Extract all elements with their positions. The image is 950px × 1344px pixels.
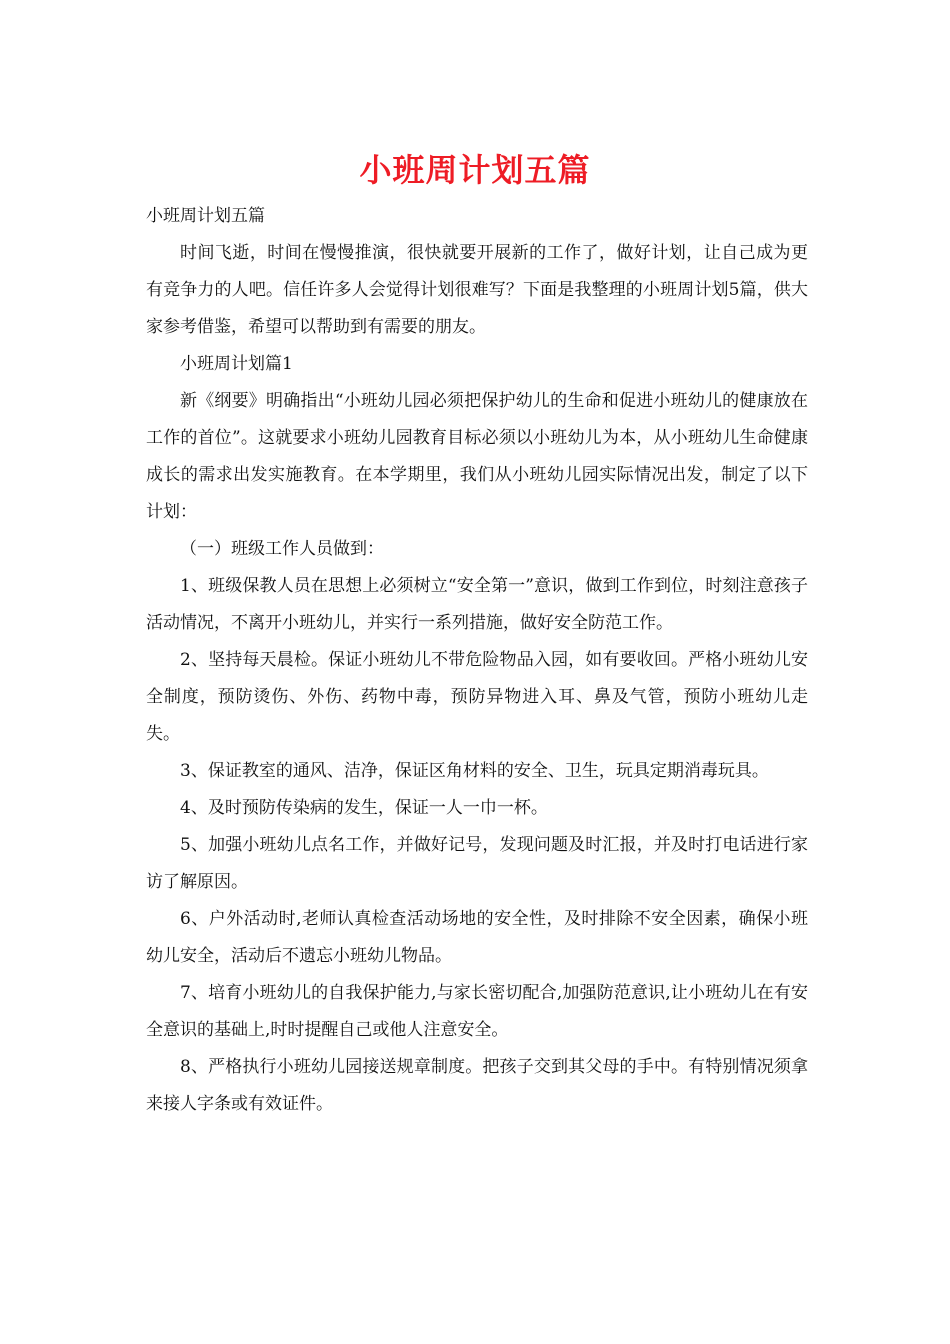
intro-paragraph: 时间飞逝，时间在慢慢推演，很快就要开展新的工作了，做好计划，让自己成为更有竞争力的人吧。信任许多人会觉得计划很难写？下面是我整理的小班周计划5篇，供大家参考借鉴，希望可以帮助到有需要的朋友。 <box>146 243 808 337</box>
subsection-heading: （一）班级工作人员做到： <box>180 539 384 559</box>
list-item: 4、及时预防传染病的发生，保证一人一巾一杯。 <box>180 798 548 818</box>
list-item: 6、户外活动时,老师认真检查活动场地的安全性，及时排除不安全因素，确保小班幼儿安全，活动后不遗忘小班幼儿物品。 <box>146 909 808 966</box>
section-heading: 小班周计划篇1 <box>180 354 293 374</box>
document-body <box>146 198 808 1123</box>
body-paragraph: 新《纲要》明确指出“小班幼儿园必须把保护幼儿的生命和促进小班幼儿的健康放在工作的首位”。这就要求小班幼儿园教育目标必须以小班幼儿为本，从小班幼儿生命健康成长的需求出发实施教育。在本学期里，我们从小班幼儿园实际情况出发，制定了以下计划： <box>146 391 808 522</box>
list-item: 5、加强小班幼儿点名工作，并做好记号，发现问题及时汇报，并及时打电话进行家访了解原因。 <box>146 835 808 892</box>
list-item: 3、保证教室的通风、洁净，保证区角材料的安全、卫生，玩具定期消毒玩具。 <box>180 761 769 781</box>
document-subtitle: 小班周计划五篇 <box>146 206 265 226</box>
list-item: 7、培育小班幼儿的自我保护能力,与家长密切配合,加强防范意识,让小班幼儿在有安全意识的基础上,时时提醒自己或他人注意安全。 <box>146 983 808 1040</box>
list-item: 1、班级保教人员在思想上必须树立“安全第一”意识，做到工作到位，时刻注意孩子活动情况，不离开小班幼儿，并实行一系列措施，做好安全防范工作。 <box>146 576 808 633</box>
list-item: 2、坚持每天晨检。保证小班幼儿不带危险物品入园，如有要收回。严格小班幼儿安全制度，预防烫伤、外伤、药物中毒，预防异物进入耳、鼻及气管，预防小班幼儿走失。 <box>146 650 808 744</box>
list-item: 8、严格执行小班幼儿园接送规章制度。把孩子交到其父母的手中。有特别情况须拿来接人字条或有效证件。 <box>146 1057 808 1114</box>
page-title: 小班周计划五篇 <box>359 151 591 189</box>
